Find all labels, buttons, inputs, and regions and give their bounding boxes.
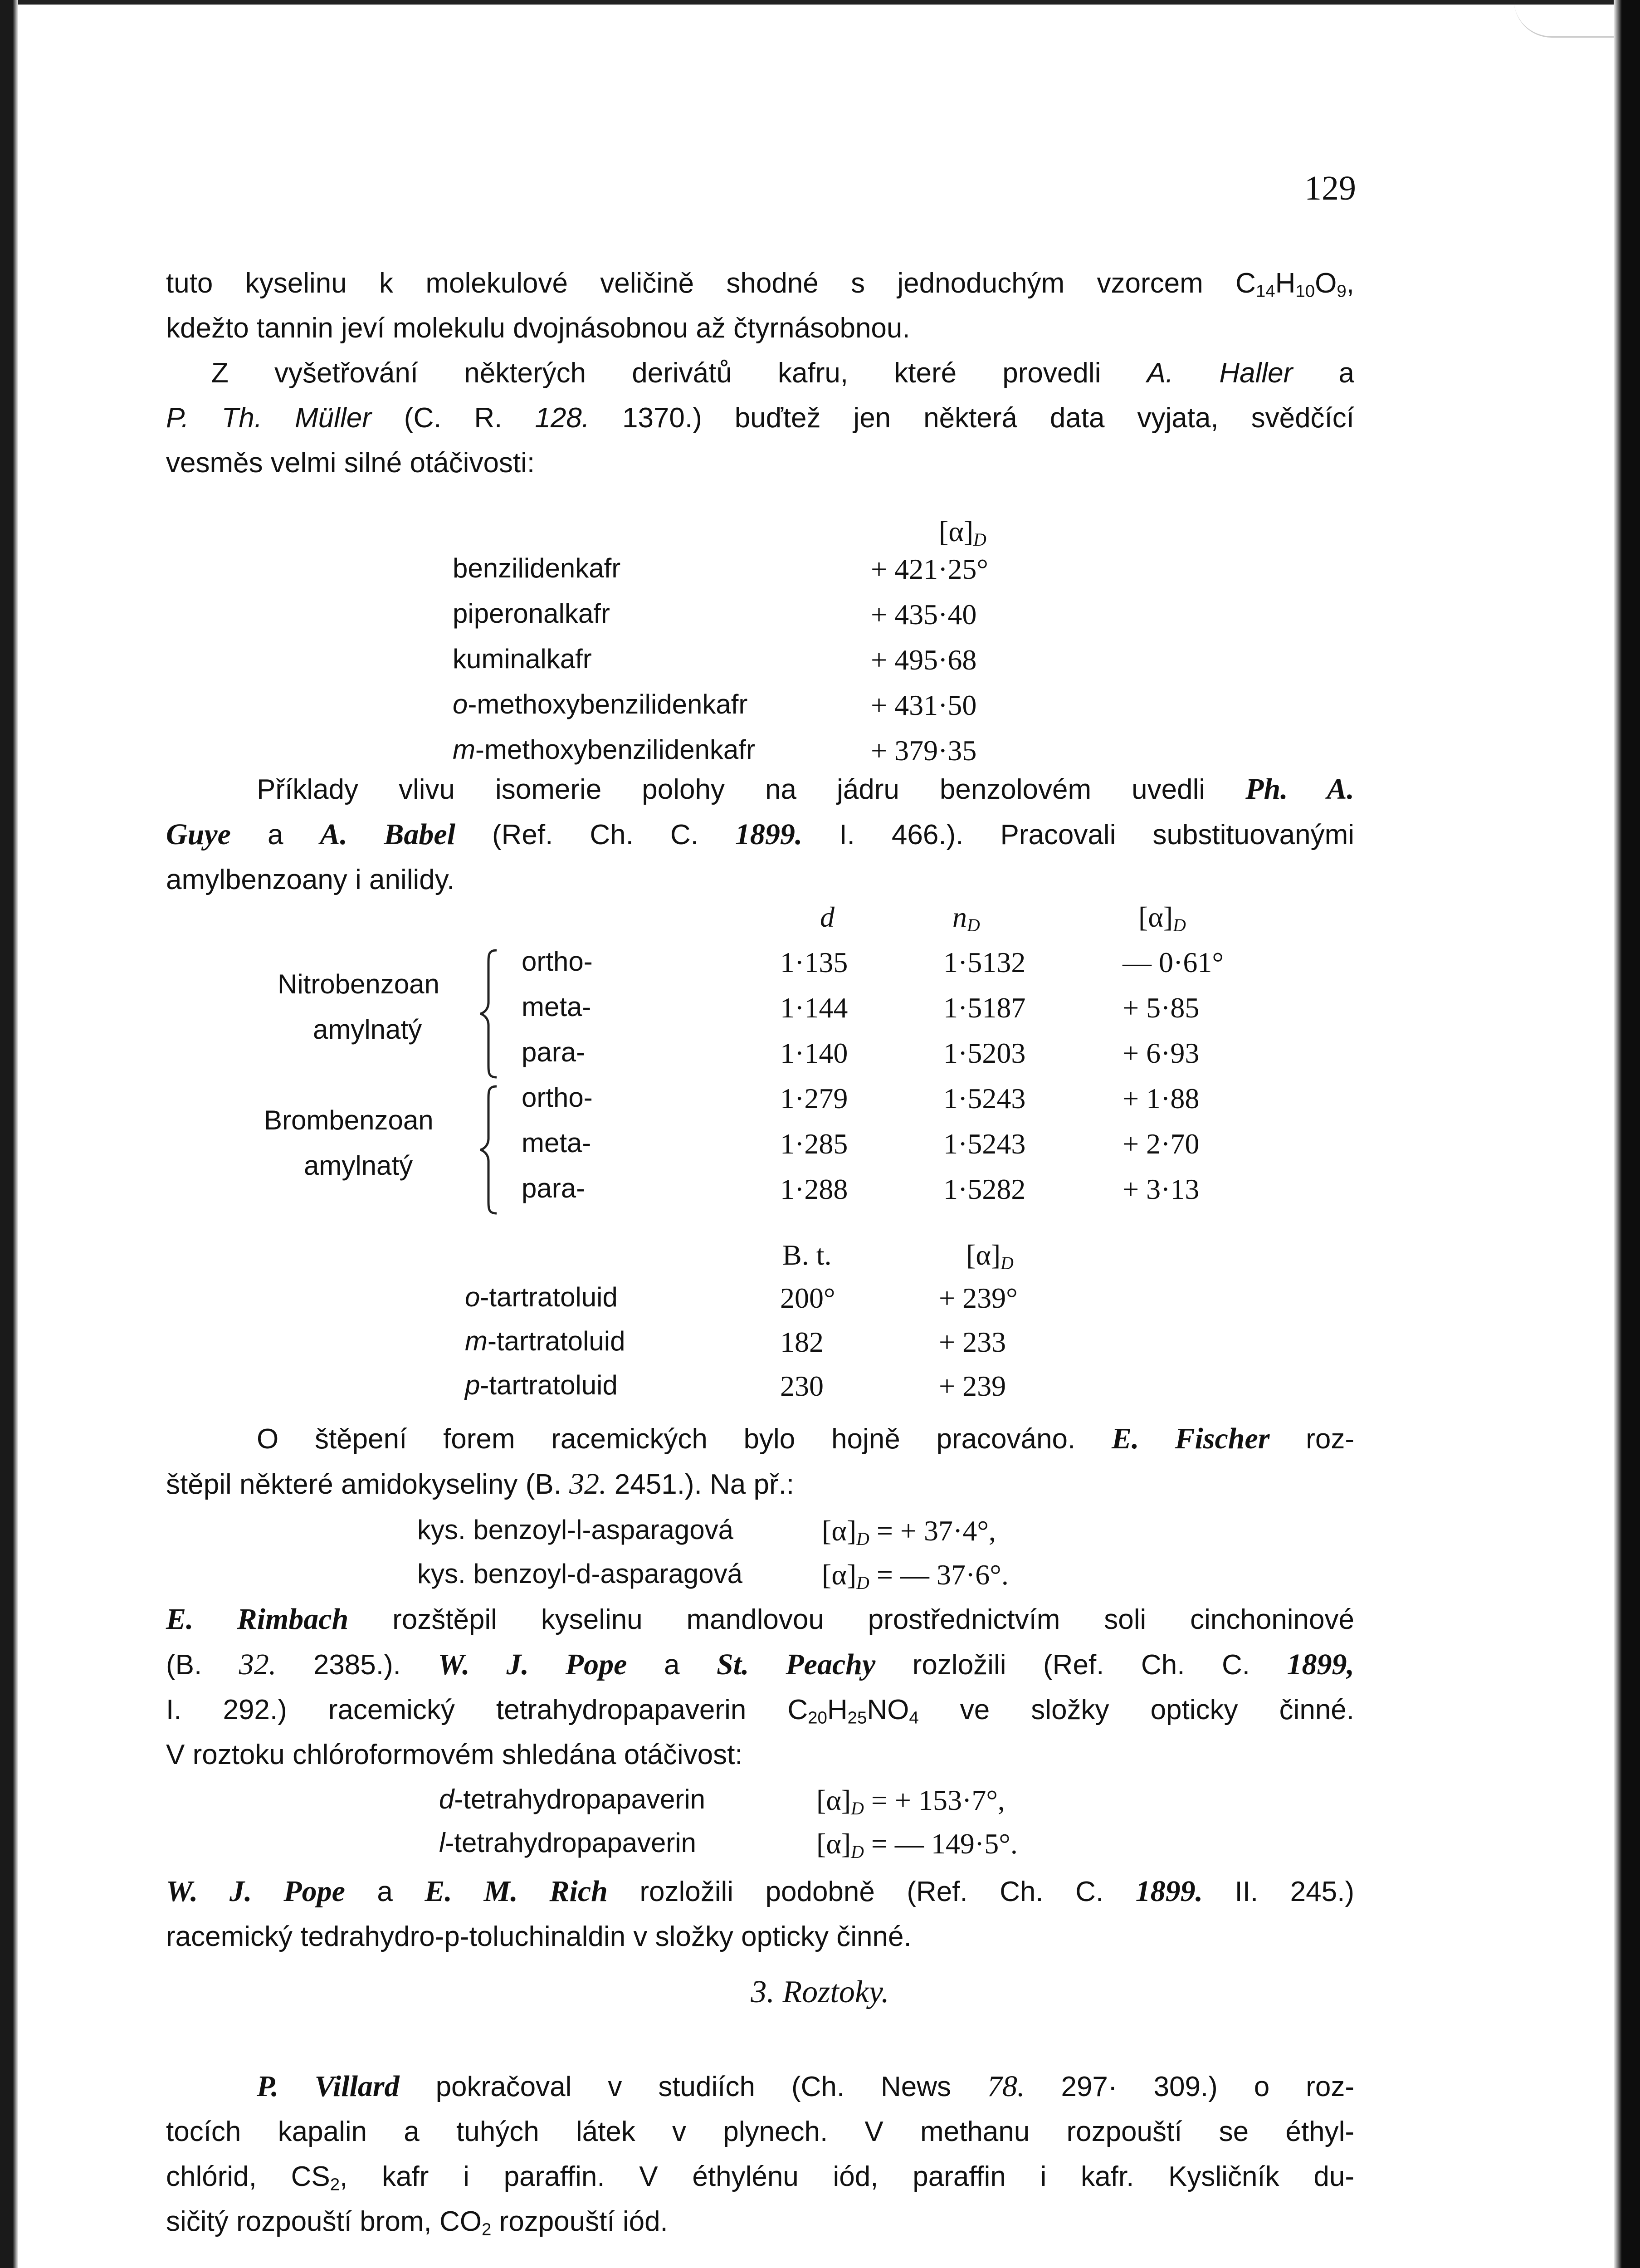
table1-row-value: + 421·25° [871,553,988,585]
table1-row-name: m-methoxybenzilidenkafr [453,734,755,765]
para4-line-4: V roztoku chlóroformovém shledána otáčivost: [166,1739,743,1770]
cell-n: 1·5203 [943,1037,1026,1069]
page-corner-curl [1514,0,1614,38]
cell-n: 1·5282 [943,1173,1026,1205]
group-label-brombenzoan: Brombenzoan [264,1105,434,1135]
cell-alpha: + 3·13 [1123,1173,1200,1205]
table1-row-name: kuminalkafr [453,644,592,674]
cell-n: 1·5243 [943,1082,1026,1114]
formula-l-asparagova-name: kys. benzoyl-l-asparagová [417,1515,734,1545]
intro-paragraph [166,261,1354,485]
paragraph-fischer [166,1416,1354,1507]
formula-d-tetrahydropapaverin-value: $[\alpha]_D$ = + 153·7°, [816,1784,1005,1818]
para2-line-3: amylbenzoany i anilidy. [166,864,455,895]
table3-row-name: m-tartratoluid [465,1326,625,1356]
iso-label: meta- [522,992,591,1022]
iso-label: para- [522,1173,586,1203]
cell-d: 1·135 [780,946,848,978]
table3-row-name: p-tartratoluid [465,1370,618,1400]
scan-left-edge [0,0,18,2268]
para6-line-2: tocích kapalin a tuhých látek v plynech. V methanu rozpouští se éthyl- [166,2116,1354,2147]
cell-d: 1·288 [780,1173,848,1205]
formula-l-tetrahydropapaverin-name: l-tetrahydropapaverin [439,1828,696,1858]
table1-row-value: + 435·40 [871,598,977,631]
section-heading: 3. Roztoky. [751,1975,889,2009]
paragraph-isomerie [166,767,1354,902]
intro-line-5: vesměs velmi silné otáčivosti: [166,447,535,479]
formula-d-asparagova-name: kys. benzoyl-d-asparagová [417,1559,743,1589]
para2-line-1: Příklady vlivu isomerie polohy na jádru benzolovém uvedli Ph. A. [257,772,1354,806]
table1-header: $[\alpha]_D$ [939,515,986,550]
intro-line-2: kdežto tannin jeví molekulu dvojnásobnou až čtyrnásobnou. [166,313,910,344]
cell-d: 1·285 [780,1128,848,1160]
table2-header-n: $n_D$ [952,901,980,935]
group-label-amylnaty: amylnatý [313,1014,422,1045]
cell-alpha: + 1·88 [1123,1082,1200,1114]
table3-cell-alpha: + 233 [939,1326,1006,1358]
cell-n: 1·5187 [943,992,1026,1024]
paragraph-villard [166,2064,1354,2244]
group-label-nitrobenzoan: Nitrobenzoan [278,969,439,999]
formula-d-asparagova-value: $[\alpha]_D$ = — 37·6°. [822,1559,1009,1593]
para2-line-2: Guye a A. Babel (Ref. Ch. C. 1899. I. 466.). Pracovali substituovanými [166,818,1354,851]
table1-row-value: + 495·68 [871,644,977,676]
para6-line-3: chlórid, $CS_2$, kafr i paraffin. V éthylénu iód, paraffin i kafr. Kysličník du- [166,2161,1355,2195]
scan-right-edge [1614,0,1640,2268]
paragraph-rimbach [166,1597,1354,1777]
table3-header-bt: B. t. [782,1239,832,1271]
para5-line-1: W. J. Pope a E. M. Rich rozložili podobně (Ref. Ch. C. 1899. II. 245.) [166,1875,1355,1908]
table2-header-alpha: $[\alpha]_D$ [1138,901,1186,935]
table2-header-d: d [820,901,835,933]
formula-l-asparagova-value: $[\alpha]_D$ = + 37·4°, [822,1515,996,1549]
para5-line-2: racemický tedrahydro-p-toluchinaldin v složky opticky činné. [166,1921,912,1952]
iso-label: meta- [522,1128,591,1158]
para6-line-1: P. Villard pokračoval v studiích (Ch. News 78. 297· 309.) o roz- [257,2070,1354,2103]
table3-cell-alpha: + 239 [939,1370,1006,1402]
table1-row-name: benzilidenkafr [453,553,621,583]
cell-n: 1·5243 [943,1128,1026,1160]
cell-alpha: + 6·93 [1123,1037,1200,1069]
cell-alpha: + 5·85 [1123,992,1200,1024]
cell-d: 1·279 [780,1082,848,1114]
table1-row-name: piperonalkafr [453,598,610,629]
table1-row-value: + 379·35 [871,734,977,767]
table3-cell-alpha: + 239° [939,1282,1018,1314]
cell-alpha: — 0·61° [1123,946,1224,978]
para3-line-2: štěpil některé amidokyseliny (B. 32. 2451.). Na př.: [166,1467,795,1501]
para4-line-3: I. 292.) racemický tetrahydropapaverin $C_{20}H_{25}NO_4$ ve složky opticky činné. [166,1694,1355,1728]
group-brace [478,1082,506,1218]
group-label-amylnaty: amylnatý [304,1150,413,1181]
paragraph-pope-rich [166,1869,1354,1959]
formula-l-tetrahydropapaverin-value: $[\alpha]_D$ = — 149·5°. [816,1828,1018,1862]
scan-top-edge [0,0,1640,5]
group-brace [478,946,506,1082]
intro-line-3: Z vyšetřování některých derivátů kafru, které provedli A. Haller a [211,357,1354,389]
cell-alpha: + 2·70 [1123,1128,1200,1160]
intro-line-4: P. Th. Müller (C. R. 128. 1370.) buďtež jen některá data vyjata, svědčící [166,402,1355,434]
para3-line-1: O štěpení forem racemických bylo hojně pracováno. E. Fischer roz- [257,1422,1355,1455]
table3-row-name: o-tartratoluid [465,1282,618,1312]
intro-line-1: tuto kyselinu k molekulové veličině shodné s jednoduchým vzorcem $C_{14}H_{10}O_9$, [166,268,1354,301]
table1-row-name: o-methoxybenzilidenkafr [453,689,748,719]
para6-line-4: sičitý rozpouští brom, $CO_2$ rozpouští iód. [166,2206,668,2239]
page-number: 129 [1304,169,1356,207]
cell-d: 1·144 [780,992,848,1024]
cell-n: 1·5132 [943,946,1026,978]
table3-cell-bt: 230 [780,1370,824,1402]
table3-header-alpha: $[\alpha]_D$ [966,1239,1014,1273]
iso-label: para- [522,1037,586,1067]
para4-line-1: E. Rimbach rozštěpil kyselinu mandlovou prostřednictvím soli cinchoninové [166,1603,1354,1636]
table3-cell-bt: 200° [780,1282,835,1314]
cell-d: 1·140 [780,1037,848,1069]
formula-d-tetrahydropapaverin-name: d-tetrahydropapaverin [439,1784,706,1814]
iso-label: ortho- [522,1082,593,1113]
iso-label: ortho- [522,946,593,977]
para4-line-2: (B. 32. 2385.). W. J. Pope a St. Peachy rozložili (Ref. Ch. C. 1899, [166,1648,1354,1681]
table1-row-value: + 431·50 [871,689,977,721]
table3-cell-bt: 182 [780,1326,824,1358]
